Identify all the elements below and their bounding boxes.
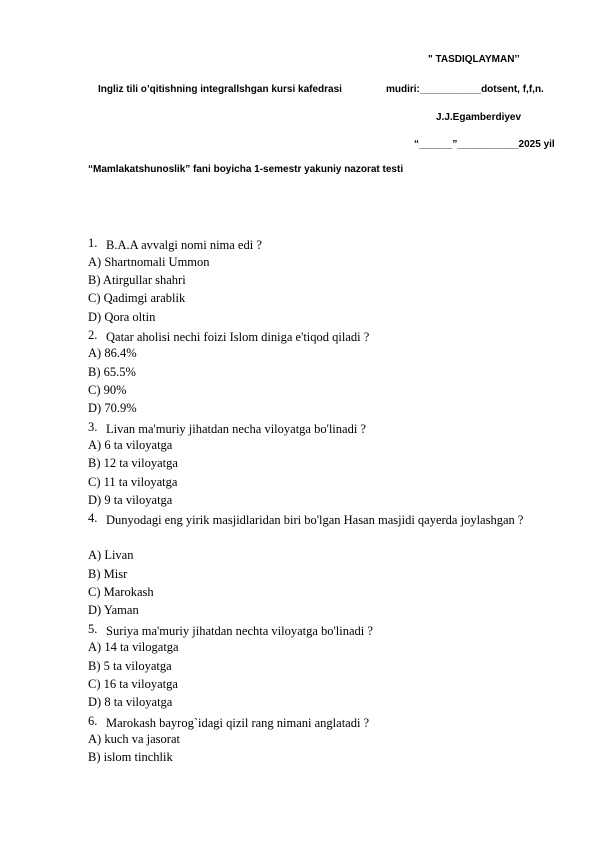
answer-option: D) 9 ta viloyatga (88, 493, 173, 507)
answer-option: B) 5 ta viloyatga (88, 659, 172, 673)
question-number: 1. (88, 236, 98, 250)
question-number: 3. (88, 420, 98, 434)
answer-option: C) Marokash (88, 585, 154, 599)
question-text: Suriya ma'muriy jihatdan nechta viloyatga bo'linadi ? (106, 624, 373, 638)
test-title: “Mamlakatshunoslik” fani boyicha 1-semestr yakuniy nazorat testi (88, 164, 404, 175)
answer-option: C) Qadimgi arablik (88, 291, 186, 305)
answer-option: A) 86.4% (88, 346, 137, 360)
question-number: 6. (88, 714, 98, 728)
answer-option: B) Atirgullar shahri (88, 273, 186, 287)
answer-option: D) Yaman (88, 603, 139, 617)
department-head-line: mudiri:___________dotsent, f,f,n. (386, 84, 544, 95)
question-number: 2. (88, 328, 98, 342)
question-text: Marokash bayrog`idagi qizil rang nimani anglatadi ? (106, 716, 370, 730)
answer-option: A) 14 ta vilogatga (88, 640, 179, 654)
answer-option: A) kuch va jasorat (88, 732, 180, 746)
answer-option: B) 12 ta viloyatga (88, 456, 178, 470)
question-text: Dunyodagi eng yirik masjidlaridan biri bo'lgan Hasan masjidi qayerda joylashgan ? (106, 513, 524, 527)
question-text: Qatar aholisi nechi foizi Islom diniga e'tiqod qiladi ? (106, 330, 370, 344)
answer-option: C) 16 ta viloyatga (88, 677, 178, 691)
answer-option: D) 70.9% (88, 401, 137, 415)
answer-option: C) 90% (88, 383, 127, 397)
answer-option: D) 8 ta viloyatga (88, 695, 173, 709)
approval-date-line: “______”___________2025 yil (414, 139, 555, 150)
answer-option: B) Misr (88, 567, 128, 581)
answer-option: B) 65.5% (88, 365, 136, 379)
approver-name: J.J.Egamberdiyev (436, 112, 522, 123)
question-number: 5. (88, 622, 98, 636)
answer-option: B) islom tinchlik (88, 750, 173, 764)
answer-option: A) Livan (88, 548, 134, 562)
answer-option: A) Shartnomali Ummon (88, 255, 210, 269)
answer-option: D) Qora oltin (88, 310, 156, 324)
answer-option: A) 6 ta viloyatga (88, 438, 173, 452)
question-text: B.A.A avvalgi nomi nima edi ? (106, 238, 262, 252)
question-text: Livan ma'muriy jihatdan necha viloyatga bo'linadi ? (106, 422, 366, 436)
question-number: 4. (88, 511, 98, 525)
approval-heading: " TASDIQLAYMAN’’ (428, 54, 520, 65)
department-name: Ingliz tili o’qitishning integrallshgan kursi kafedrasi (98, 84, 342, 95)
answer-option: C) 11 ta viloyatga (88, 475, 178, 489)
